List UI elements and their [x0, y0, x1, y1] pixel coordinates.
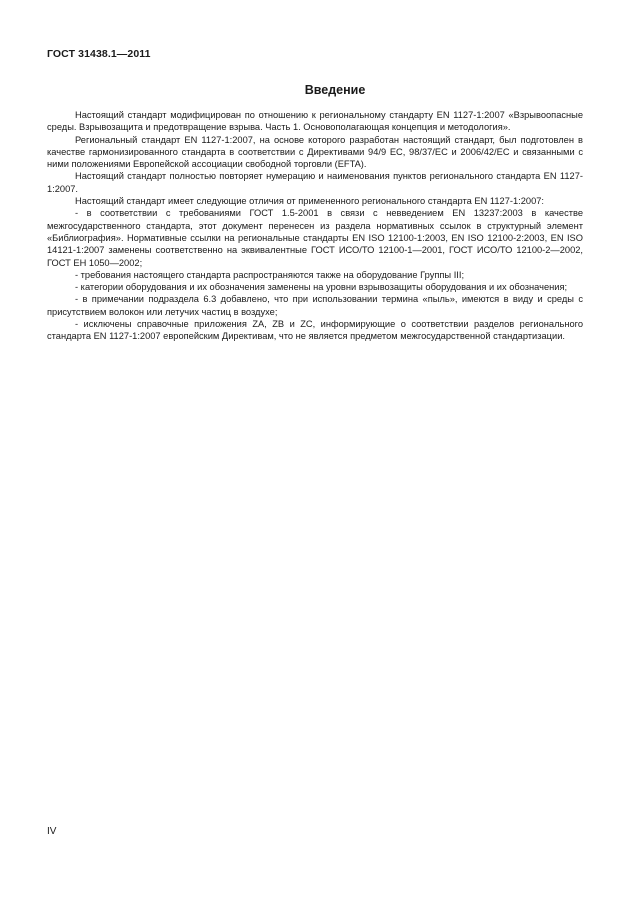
list-item: - в примечании подраздела 6.3 добавлено, что при использовании термина «пыль», имеются в виду и среды с присутствием волокон или летучих частиц в воздухе;	[47, 294, 583, 317]
list-item: - требования настоящего стандарта распространяются также на оборудование Группы III;	[75, 269, 465, 280]
document-standard-code: ГОСТ 31438.1—2011	[47, 48, 151, 60]
paragraph: Региональный стандарт EN 1127-1:2007, на основе которого разработан настоящий стандарт, был подготовлен в качестве гармонизированного стандарта в соответствии с Директивами 94/9 ЕС, 98/37/ЕС и 2006/42/ЕС и связанными с ними положениями Европейской ассоциации свободной торговли (EFTA).	[47, 134, 583, 170]
page-number: IV	[47, 826, 57, 837]
section-title: Введение	[304, 83, 366, 97]
list-item: - в соответствии с требованиями ГОСТ 1.5-2001 в связи с невведением EN 13237:2003 в качестве межгосударственного стандарта, этот документ перенесен из раздела нормативных ссылок в структурный элемент «Библиография». Нормативные ссылки на региональные стандарты EN ISO 12100-1:2003, EN ISO 12100-2:2003, EN ISO 14121-1:2007 заменены соответственно на эквивалентные ГОСТ ИСО/ТО 12100-1—2001, ГОСТ ИСО/ТО 12100-2—2002, ГОСТ ЕН 1050—2002;	[47, 208, 583, 268]
list-item: - исключены справочные приложения ZA, ZB и ZC, информирующие о соответствии разделов регионального стандарта EN 1127-1:2007 европейским Директивам, что не является предметом межгосударственной стандартизации.	[47, 319, 583, 342]
list-item: - категории оборудования и их обозначения заменены на уровни взрывозащиты оборудования и их обозначения;	[75, 282, 568, 293]
section-body	[47, 109, 583, 343]
paragraph: Настоящий стандарт имеет следующие отличия от примененного регионального стандарта EN 1127-1:2007:	[75, 196, 544, 207]
paragraph: Настоящий стандарт полностью повторяет нумерацию и наименования пунктов регионального стандарта EN 1127-1:2007.	[47, 171, 583, 194]
paragraph: Настоящий стандарт модифицирован по отношению к региональному стандарту EN 1127-1:2007 «Взрывоопасные среды. Взрывозащита и предотвращение взрыва. Часть 1. Основополагающая концепция и методология».	[47, 110, 583, 133]
